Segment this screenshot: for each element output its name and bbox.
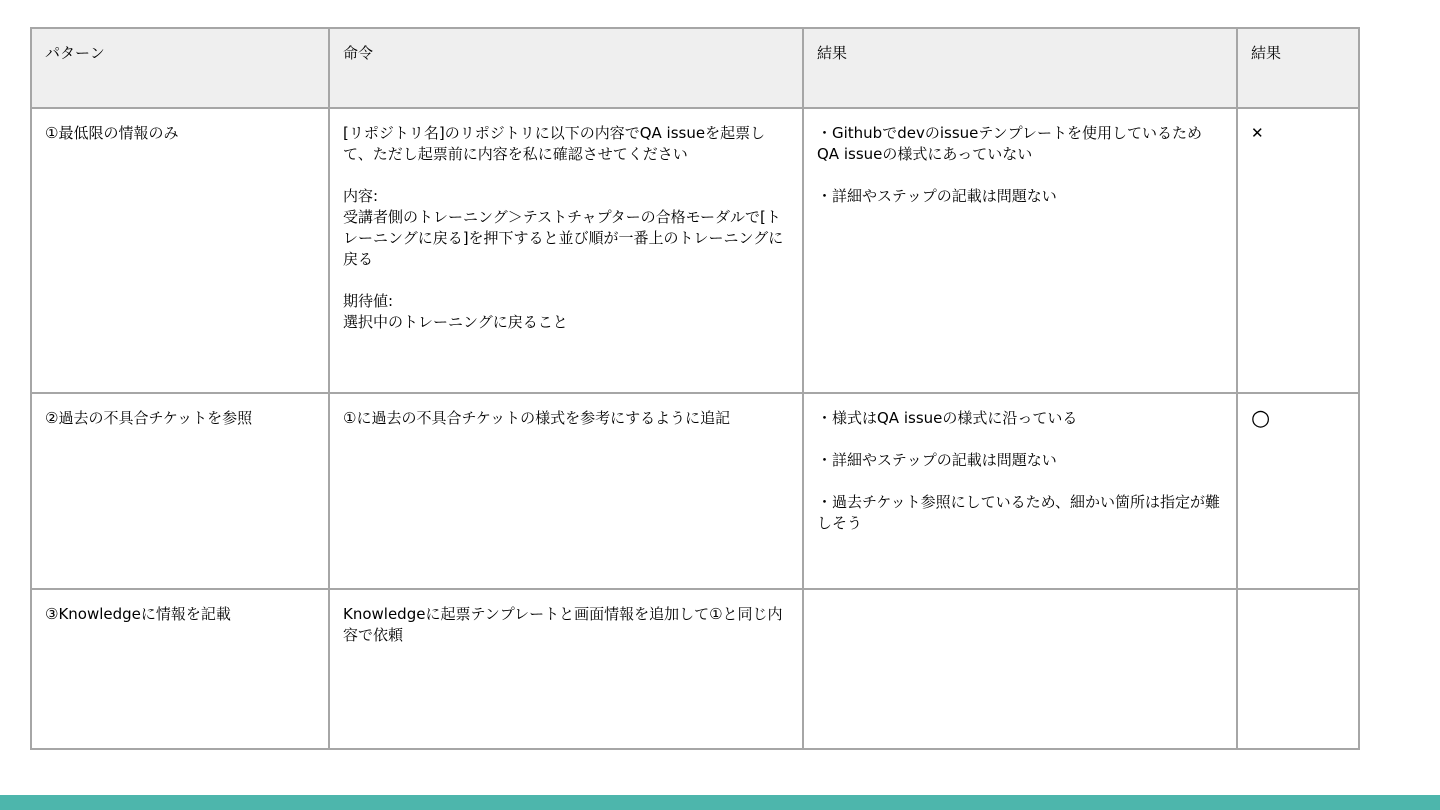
instruction-text: [リポジトリ名]のリポジトリに以下の内容でQA issueを起票して、ただし起票前に内容を私に確認させてください <box>343 124 766 163</box>
result-cell <box>803 108 1237 393</box>
result-note: ・様式はQA issueの様式に沿っている <box>817 409 1078 427</box>
instruction-cell <box>329 108 803 393</box>
circle-mark: ○ <box>1251 406 1271 431</box>
result-mark-cell <box>1237 108 1359 393</box>
result-note: ・詳細やステップの記載は問題ない <box>817 187 1057 205</box>
instruction-text: ①に過去の不具合チケットの様式を参考にするように追記 <box>343 409 731 427</box>
instruction-cell <box>329 589 803 749</box>
pattern-cell: ①最低限の情報のみ <box>31 108 329 393</box>
header-result-mark: 結果 <box>1237 28 1359 108</box>
header-pattern: パターン <box>31 28 329 108</box>
table-row <box>31 393 1359 589</box>
comparison-table <box>30 27 1360 750</box>
header-instruction: 命令 <box>329 28 803 108</box>
instruction-expected: 期待値: 選択中のトレーニングに戻ること <box>343 292 568 331</box>
footer-accent-bar <box>0 795 1440 810</box>
instruction-text: Knowledgeに起票テンプレートと画面情報を追加して①と同じ内容で依頼 <box>343 605 783 644</box>
table-row <box>31 589 1359 749</box>
result-cell <box>803 589 1237 749</box>
table-row <box>31 108 1359 393</box>
result-mark-cell <box>1237 589 1359 749</box>
result-note: ・Githubでdevのissueテンプレートを使用しているためQA issueの様式にあっていない <box>817 124 1203 163</box>
result-mark-cell <box>1237 393 1359 589</box>
result-note: ・詳細やステップの記載は問題ない <box>817 451 1057 469</box>
pattern-cell: ③Knowledgeに情報を記載 <box>31 589 329 749</box>
pattern-cell: ②過去の不具合チケットを参照 <box>31 393 329 589</box>
result-cell <box>803 393 1237 589</box>
instruction-cell <box>329 393 803 589</box>
header-row <box>31 28 1359 108</box>
cross-mark: ✕ <box>1251 124 1264 142</box>
header-result: 結果 <box>803 28 1237 108</box>
result-note: ・過去チケット参照にしているため、細かい箇所は指定が難しそう <box>817 493 1221 532</box>
instruction-content: 内容: 受講者側のトレーニング＞テストチャプターの合格モーダルで[トレーニングに戻る]を押下すると並び順が一番上のトレーニングに戻る <box>343 187 784 268</box>
